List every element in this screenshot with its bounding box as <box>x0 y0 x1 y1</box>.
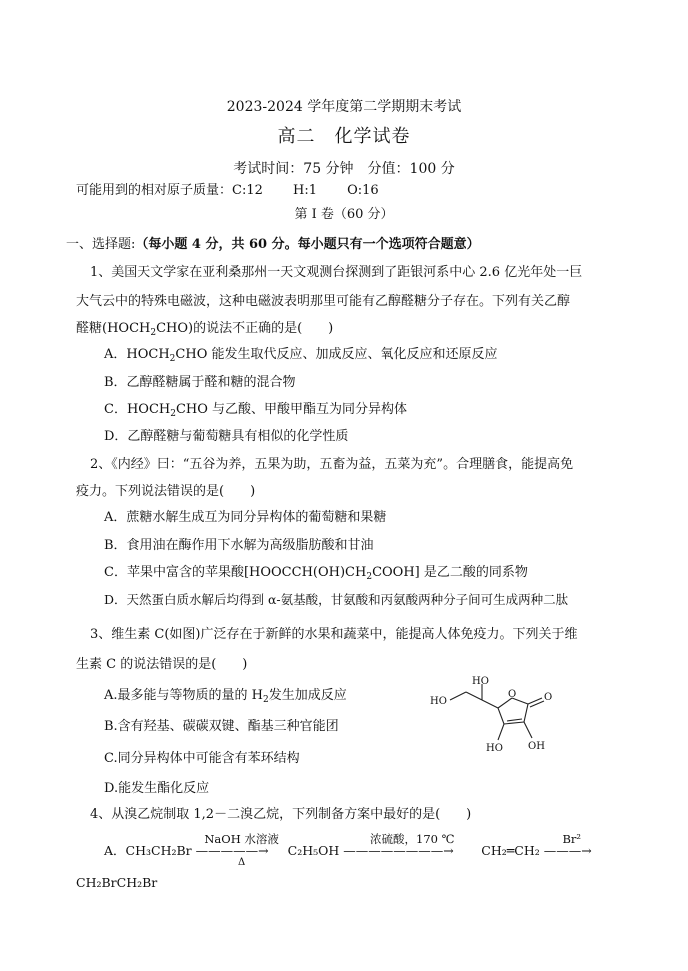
q4-product: CH₂BrCH₂Br <box>76 875 158 890</box>
q2-line2: 疫力。下列说法错误的是( ) <box>76 484 256 499</box>
q4-arrow-2: 浓硫酸，170 ℃ ————————→ <box>343 842 481 860</box>
label-oh: OH <box>528 741 545 752</box>
q4-arrow-3: Br² ———→ <box>544 842 600 860</box>
label-o-carbonyl: O <box>544 692 553 703</box>
label-ho-2: HO <box>472 676 489 687</box>
q4-cond3: Br² <box>562 832 581 846</box>
q2-option-b: B．食用油在酶作用下水解为高级脂肪酸和甘油 <box>104 538 374 553</box>
q3-option-d: D.能发生酯化反应 <box>104 781 210 796</box>
q2-option-c-part1: C．苹果中富含的苹果酸[HOOCCH(OH)CH <box>104 565 367 580</box>
q4-cond1: NaOH 水溶液 <box>204 832 279 846</box>
q1-line3 <box>76 320 333 342</box>
q3-option-a <box>104 687 347 709</box>
q4-mid2: CH₂═CH₂ <box>481 843 540 858</box>
q1-option-c-part1: C．HOCH <box>104 402 171 417</box>
q2-option-c-sub: 2 <box>366 572 373 582</box>
subject-title: 高二 化学试卷 <box>277 126 411 147</box>
q1-option-a-part1: A．HOCH <box>104 347 170 362</box>
q1-option-c-sub: 2 <box>170 409 176 419</box>
time-score: 考试时间：75 分钟 分值：100 分 <box>233 161 455 177</box>
q4-start: A．CH₃CH₂Br <box>104 843 192 858</box>
label-ho-3: HO <box>486 743 503 754</box>
q4-arrow-1: NaOH 水溶液 —————→ Δ <box>196 842 288 860</box>
q2-option-d: D．天然蛋白质水解后均得到 α-氨基酸，甘氨酸和丙氨酸两种分子间可生成两种二肽 <box>104 592 569 607</box>
q3-option-c: C.同分异构体中可能含有苯环结构 <box>104 751 300 766</box>
q1-sub: 2 <box>150 328 157 338</box>
q3-option-a-part1: A.最多能与等物质的量的 H <box>104 688 263 703</box>
q1-option-a <box>104 346 497 368</box>
q2-option-a: A．蔗糖水解生成互为同分异构体的葡萄糖和果糖 <box>104 510 387 525</box>
vitamin-c-structure <box>428 676 588 786</box>
q4-mid1: C₂H₅OH <box>287 843 340 858</box>
q3-option-a-part2: 发生加成反应 <box>268 688 347 703</box>
q1-line2: 大气云中的特殊电磁波，这种电磁波表明那里可能有乙醇醛糖分子存在。下列有关乙醇 <box>76 294 571 309</box>
q1-option-a-part2: CHO 能发生取代反应、加成反应、氧化反应和还原反应 <box>175 347 498 362</box>
q3-line2: 生素 C 的说法错误的是( ) <box>76 657 248 672</box>
q2-option-c <box>104 564 528 586</box>
label-o-ring: O <box>508 689 517 700</box>
q3-line1: 3、维生素 C(如图)广泛存在于新鲜的水果和蔬菜中，能提高人体免疫力。下列关于维 <box>90 627 578 642</box>
q1-line3-b: CHO)的说法不正确的是( ) <box>156 321 334 336</box>
q2-line1: 2、《内经》曰：“五谷为养，五果为助，五畜为益，五菜为充”。合理膳食，能提高免 <box>90 457 574 472</box>
q4-option-a <box>104 832 600 868</box>
section-note: （每小题 4 分，共 60 分。每小题只有一个选项符合题意） <box>135 237 480 252</box>
q1-line3-a: 醛糖(HOCH <box>76 321 151 336</box>
q1-line1: 1、美国天文学家在亚利桑那州一天文观测台探测到了距银河系中心 2.6 亿光年处一巨 <box>90 265 583 280</box>
atomic-masses: 可能用到的相对原子质量：C:12 H:1 O:16 <box>76 183 379 198</box>
q2-option-c-part2: COOH] 是乙二酸的同系物 <box>372 565 528 580</box>
q3-option-a-sub: 2 <box>263 695 269 705</box>
q4-cond2: 浓硫酸，170 ℃ <box>370 832 455 846</box>
section-title: 一、选择题: <box>66 237 136 252</box>
q1-option-b: B．乙醇醛糖属于醛和糖的混合物 <box>104 375 296 390</box>
exam-title: 2023-2024 学年度第二学期期末考试 <box>226 99 462 115</box>
q4-cond1-below: Δ <box>238 857 246 868</box>
section-heading <box>66 236 480 254</box>
q3-option-b: B.含有羟基、碳碳双键、酯基三种官能团 <box>104 719 339 734</box>
q1-option-d: D．乙醇醛糖与葡萄糖具有相似的化学性质 <box>104 429 349 444</box>
label-ho-1: HO <box>430 696 447 707</box>
q1-option-c <box>104 401 407 423</box>
q4-line1: 4、从溴乙烷制取 1,2－二溴乙烷，下列制备方案中最好的是( ) <box>90 807 472 822</box>
q1-option-a-sub: 2 <box>169 354 176 364</box>
q1-option-c-part2: CHO 与乙酸、甲酸甲酯互为同分异构体 <box>175 402 408 417</box>
part-title: 第 I 卷（60 分） <box>294 207 394 222</box>
